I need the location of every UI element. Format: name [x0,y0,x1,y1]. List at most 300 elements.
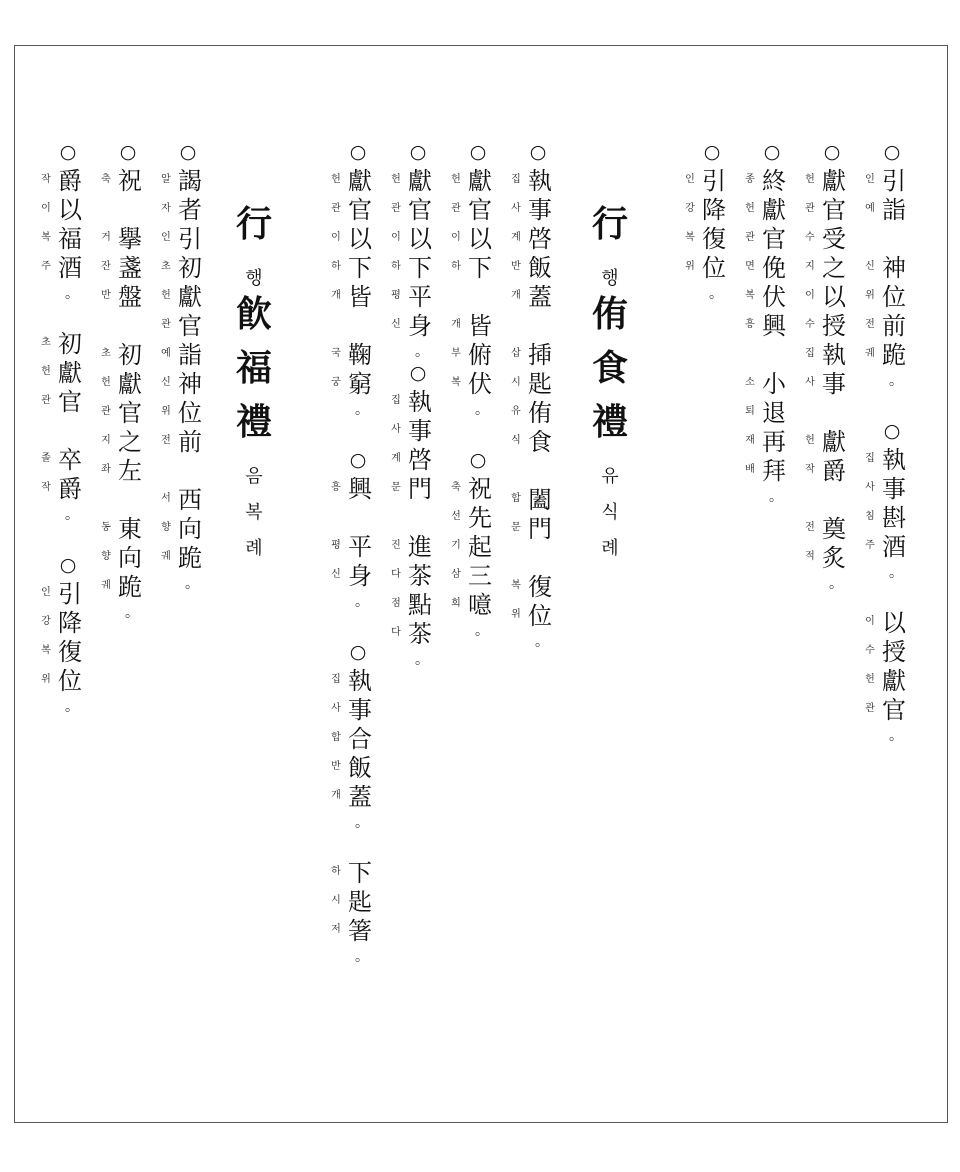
hanja-with-reading [451,475,492,504]
hanja-with-reading [41,388,82,417]
hanja-with-reading [865,609,906,638]
hanja-char: 初 [118,341,142,369]
hangul-reading: 작 [805,464,815,475]
hanja-with-reading [865,446,906,475]
hanja-char: 小 [762,370,786,398]
hanja-char: 之 [822,254,846,282]
spacer [809,486,837,515]
hanja-char: 俯 [468,341,492,369]
period-glyph: 。 [475,623,489,639]
hangul-reading: 점 [391,598,401,609]
hanja-char: 向 [118,544,142,572]
hangul-reading: 반 [331,761,341,772]
period-glyph: 。 [185,576,199,592]
hanja-with-reading [101,254,142,283]
hanja-char: 官 [468,196,492,224]
hangul-reading: 신 [331,569,341,580]
hanja-with-reading [391,388,432,417]
hanja-char: 以 [822,283,846,311]
hanja-with-reading [865,312,906,341]
title-glyph: 食 [591,347,628,389]
title-glyph: 禮 [591,401,628,443]
hangul-reading: 헌 [161,290,171,301]
hanja-with-reading [41,196,82,225]
hanja-char: 祝 [118,167,142,195]
hanja-char: 官 [178,312,202,340]
hanja-char: 盤 [118,283,142,311]
spacer [515,457,543,486]
hangul-reading: 향 [101,551,111,562]
hangul-reading: 부 [451,348,461,359]
hanja-char: 俛 [762,254,786,282]
hangul-reading: 헌 [805,435,815,446]
hangul-reading: 하 [451,261,461,272]
period-glyph: 。 [125,605,139,621]
hanja-with-reading [391,475,432,504]
circle-marker [335,446,367,475]
hanja-char: 啓 [408,446,432,474]
hanja-with-reading [161,399,202,428]
spacer [455,417,483,446]
hanja-char: 跪 [118,573,142,601]
hanja-char: 神 [178,370,202,398]
period-mark [869,725,903,744]
hanja-with-reading [511,428,552,457]
hangul-reading: 집 [865,453,875,464]
title-char [229,398,272,452]
circle-marker [869,417,901,446]
hanja-char: 獻 [822,167,846,195]
hangul-reading: 다 [391,627,401,638]
hangul-reading: 향 [161,522,171,533]
period-mark [395,341,429,360]
hanja-with-reading [331,341,372,370]
hanja-with-reading [391,196,432,225]
title-char [585,344,628,398]
hangul-reading: 사 [865,482,875,493]
hanja-char: 鞠 [348,341,372,369]
hangul-reading: 삽 [511,348,521,359]
hangul-reading: 식 [511,435,521,446]
hangul-reading: 복 [41,645,51,656]
circle-marker [749,138,781,167]
hanja-with-reading [865,475,906,504]
hanja-with-reading [161,341,202,370]
hanja-with-reading [161,515,202,544]
hanja-with-reading [331,533,372,562]
hanja-char: 蓋 [348,783,372,811]
hanja-char: 酒 [58,254,82,282]
hanja-char: 事 [528,196,552,224]
period-glyph: 。 [475,402,489,418]
circle-marker [869,138,901,167]
hanja-with-reading [685,167,726,196]
hangul-reading: 집 [331,674,341,685]
hanja-char: 事 [882,475,906,503]
hangul-reading: 관 [101,406,111,417]
circle-glyph: ○ [119,141,137,163]
hanja-char: 進 [408,533,432,561]
hangul-reading: 시 [331,895,341,906]
hangul-reading: 졸 [41,453,51,464]
hangul-reading: 기 [451,540,461,551]
period-mark [809,573,843,592]
text-column [161,138,202,592]
circle-glyph: ○ [703,141,721,163]
hangul-reading: 국 [331,348,341,359]
hanja-with-reading [331,859,372,888]
hanja-char: 匙 [348,888,372,916]
circle-glyph: ○ [469,141,487,163]
title-char [229,344,272,398]
period-mark [165,573,199,592]
circle-glyph: ○ [763,141,781,163]
spacer [809,399,837,428]
hanja-with-reading [451,562,492,591]
hanja-char: 執 [408,388,432,416]
hanja-with-reading [331,254,372,283]
hanja-with-reading [451,196,492,225]
hangul-reading: 인 [685,174,695,185]
title-glyph: 福 [235,347,272,389]
hanja-with-reading [391,283,432,312]
hanja-with-reading [41,446,82,475]
title-glyph: 복 [245,502,263,523]
hangul-reading: 초 [41,337,51,348]
text-column [685,138,726,302]
spacer [869,225,897,254]
hangul-reading: 인 [41,587,51,598]
hanja-with-reading [161,283,202,312]
hangul-reading: 복 [511,580,521,591]
hanja-with-reading [745,312,786,341]
hanja-with-reading [391,417,432,446]
hangul-reading: 적 [805,551,815,562]
hangul-reading: 관 [161,319,171,330]
hanja-with-reading [41,330,82,359]
hanja-char: 酒 [882,533,906,561]
hanja-char: 下 [348,859,372,887]
hangul-reading: 흥 [331,482,341,493]
hanja-with-reading [331,754,372,783]
hanja-char: 位 [528,602,552,630]
hanja-char: 者 [178,196,202,224]
circle-marker [689,138,721,167]
hanja-char: 退 [762,399,786,427]
hanja-char: 執 [348,667,372,695]
hanja-char: 皆 [348,283,372,311]
spacer [335,830,363,859]
hanja-char: 詣 [178,341,202,369]
spacer [45,417,73,446]
text-column [745,138,786,505]
hanja-with-reading [805,167,846,196]
hanja-with-reading [451,533,492,562]
hangul-reading: 강 [41,616,51,627]
hanja-with-reading [161,167,202,196]
hanja-with-reading [865,167,906,196]
hanja-with-reading [41,254,82,283]
hanja-char: 跪 [178,544,202,572]
hangul-reading: 알 [161,174,171,185]
hangul-reading: 사 [511,203,521,214]
period-mark [749,486,783,505]
hanja-with-reading [331,888,372,917]
hanja-char: 事 [822,370,846,398]
hangul-reading: 지 [101,435,111,446]
hanja-char: 擧 [118,225,142,253]
circle-glyph: ○ [59,554,77,576]
hangul-reading: 이 [451,232,461,243]
hanja-char: 箸 [348,917,372,945]
hangul-reading: 반 [101,290,111,301]
hanja-char: 下 [408,254,432,282]
hanja-with-reading [511,370,552,399]
hangul-reading: 서 [161,493,171,504]
hangul-reading: 헌 [391,174,401,185]
hangul-reading: 신 [391,319,401,330]
hanja-char: 獻 [178,283,202,311]
hanja-with-reading [161,486,202,515]
hangul-reading: 집 [805,348,815,359]
hangul-reading: 이 [41,203,51,214]
period-mark [335,591,369,610]
hanja-with-reading [41,359,82,388]
title-char [229,200,272,254]
hanja-char: 平 [408,283,432,311]
hanja-with-reading [391,446,432,475]
hanja-char: 興 [762,312,786,340]
circle-glyph: ○ [409,141,427,163]
hanja-char: 爵 [822,457,846,485]
hanja-char: 噫 [468,591,492,619]
hanja-char: 拜 [762,457,786,485]
spacer [869,580,897,609]
hanja-with-reading [331,783,372,812]
hanja-char: 受 [822,225,846,253]
hanja-char: 祝 [468,475,492,503]
hangul-reading: 신 [865,261,875,272]
hangul-reading: 이 [805,290,815,301]
hangul-reading: 위 [41,674,51,685]
hanja-char: 前 [178,428,202,456]
hanja-with-reading [805,428,846,457]
hanja-char: 引 [882,167,906,195]
title-glyph: 례 [245,538,263,559]
hangul-reading: 초 [161,261,171,272]
hanja-with-reading [161,544,202,573]
hangul-reading: 삼 [451,569,461,580]
hangul-reading: 좌 [101,464,111,475]
hangul-reading: 헌 [805,174,815,185]
hanja-with-reading [865,341,906,370]
hangul-reading: 문 [391,482,401,493]
hanja-char: 官 [882,696,906,724]
hangul-reading: 집 [391,395,401,406]
period-glyph: 。 [769,489,783,505]
circle-glyph: ○ [59,141,77,163]
hanja-char: 三 [468,562,492,590]
period-glyph: 。 [889,373,903,389]
hanja-with-reading [161,225,202,254]
hangul-reading: 전 [161,435,171,446]
hangul-reading: 하 [391,261,401,272]
hanja-with-reading [865,696,906,725]
hanja-char: 獻 [882,667,906,695]
hangul-reading: 사 [805,377,815,388]
hanja-with-reading [391,591,432,620]
hanja-with-reading [745,167,786,196]
hanja-char: 官 [348,196,372,224]
hanja-char: 以 [882,609,906,637]
period-mark [45,283,79,302]
hanja-with-reading [805,196,846,225]
hanja-with-reading [391,312,432,341]
hanja-char: 平 [348,533,372,561]
title-reading [585,254,619,290]
circle-marker [45,551,77,580]
circle-marker [515,138,547,167]
hanja-with-reading [805,283,846,312]
hanja-with-reading [331,225,372,254]
hanja-with-reading [331,196,372,225]
period-mark [45,504,79,523]
hanja-char: 揷 [528,341,552,369]
title-char [585,200,628,254]
hanja-char: 執 [822,341,846,369]
hanja-char: 詣 [882,196,906,224]
hanja-char: 下 [348,254,372,282]
spacer [335,417,363,446]
title-glyph: 侑 [591,293,628,335]
hanja-with-reading [41,609,82,638]
hangul-reading: 합 [331,732,341,743]
hanja-with-reading [511,573,552,602]
hanja-with-reading [451,167,492,196]
hanja-with-reading [331,725,372,754]
hanja-with-reading [511,196,552,225]
period-glyph: 。 [65,286,79,302]
hanja-with-reading [805,254,846,283]
hanja-with-reading [451,370,492,399]
hangul-reading: 관 [41,395,51,406]
circle-marker [105,138,137,167]
hanja-char: 身 [408,312,432,340]
hangul-reading: 저 [331,924,341,935]
period-mark [335,812,369,831]
period-glyph: 。 [889,565,903,581]
hangul-reading: 헌 [331,174,341,185]
hanja-char: 獻 [348,167,372,195]
title-glyph: 음 [245,466,263,487]
hanja-with-reading [865,196,906,225]
spacer [749,341,777,370]
period-glyph: 。 [355,815,369,831]
hanja-with-reading [101,283,142,312]
hanja-with-reading [805,515,846,544]
hanja-char: 以 [58,196,82,224]
period-glyph: 。 [415,652,429,668]
hanja-char: 茶 [408,620,432,648]
hanja-char: 盞 [118,254,142,282]
title-glyph: 행 [245,268,263,289]
hanja-with-reading [511,225,552,254]
hanja-char: 點 [408,591,432,619]
section-title-column [229,200,272,560]
hangul-reading: 관 [331,203,341,214]
spacer [165,457,193,486]
hangul-reading: 헌 [865,674,875,685]
hanja-with-reading [511,515,552,544]
hangul-reading: 축 [451,482,461,493]
hanja-char: 降 [702,196,726,224]
hangul-reading: 지 [805,261,815,272]
hanja-with-reading [101,341,142,370]
hanja-with-reading [865,638,906,667]
hanja-char: 官 [58,388,82,416]
spacer [105,312,133,341]
circle-glyph: ○ [469,449,487,471]
hanja-with-reading [41,667,82,696]
hanja-with-reading [451,341,492,370]
spacer [515,312,543,341]
hanja-with-reading [865,504,906,533]
hanja-with-reading [511,399,552,428]
period-glyph: 。 [709,286,723,302]
hanja-char: 獻 [58,359,82,387]
circle-glyph: ○ [823,141,841,163]
hanja-with-reading [101,399,142,428]
period-mark [515,631,549,650]
hanja-with-reading [331,562,372,591]
title-reading [585,452,619,488]
hanja-with-reading [331,283,372,312]
title-glyph: 례 [601,538,619,559]
hangul-reading: 헌 [451,174,461,185]
circle-marker [455,138,487,167]
hanja-with-reading [685,225,726,254]
spacer [869,388,897,417]
hanja-with-reading [391,254,432,283]
hanja-char: 伏 [762,283,786,311]
hangul-reading: 관 [745,232,755,243]
hangul-reading: 시 [511,377,521,388]
hanja-with-reading [805,341,846,370]
hanja-char: 事 [348,696,372,724]
circle-marker [335,638,367,667]
hangul-reading: 이 [391,232,401,243]
period-glyph: 。 [829,576,843,592]
spacer [515,544,543,573]
hanja-with-reading [511,341,552,370]
hanja-with-reading [865,254,906,283]
hanja-char: 侑 [528,399,552,427]
hanja-with-reading [101,167,142,196]
hangul-reading: 복 [745,290,755,301]
hanja-char: 前 [882,312,906,340]
section-title-column [585,200,628,560]
hanja-with-reading [805,225,846,254]
hanja-char: 授 [822,312,846,340]
hanja-char: 獻 [468,167,492,195]
hangul-reading: 재 [745,435,755,446]
period-mark [335,399,369,418]
period-mark [45,696,79,715]
hanja-with-reading [101,544,142,573]
hangul-reading: 초 [101,348,111,359]
hangul-reading: 평 [391,290,401,301]
circle-marker [335,138,367,167]
